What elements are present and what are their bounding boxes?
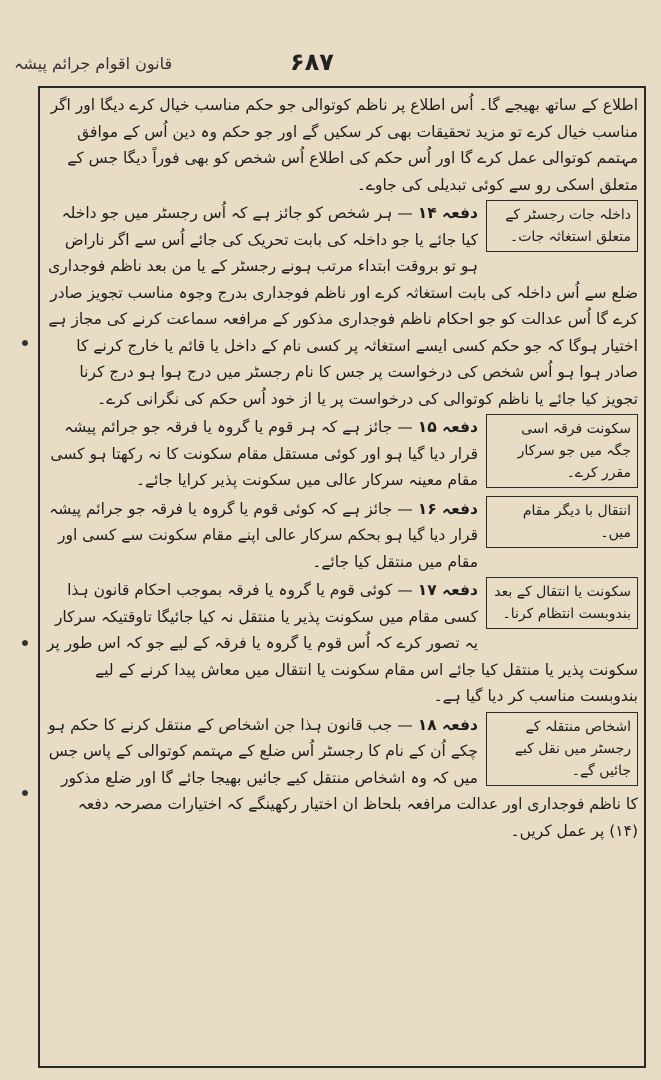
margin-note-sec17: سکونت یا انتقال کے بعد بندوبست انتظام کرنا۔ bbox=[486, 577, 638, 629]
paragraph-section-15: دفعہ ۱۵ — جائز ہے کہ ہر قوم یا گروہ یا فرقہ جو جرائم پیشہ قرار دیا گیا ہو اور کوئی مستقل مقام سکونت کا نہ رکھتا ہو کسی مقام معینہ سرکار عالی میں سکونت پذیر کرایا جائے۔ bbox=[50, 418, 478, 489]
paragraph-text: اطلاع کے ساتھ بھیجے گا۔ اُس اطلاع پر ناظم کوتوالی جو حکم مناسب خیال کرے دیگا اور اگر مناسب خیال کرے تو مزید تحقیقات بھی کر سکیں گے اور جو حکم وہ دین اُس کے موافق مہتمم کوتوالی عمل کرے گا اور اُس حکم کی اطلاع اُس شخص کو بھی فوراً دیگا جس کے متعلق اسکی رو سے کوئی تبدیلی کی جاوے۔ bbox=[50, 96, 638, 194]
section-heading: دفعہ ۱۸ bbox=[417, 715, 478, 734]
page-header bbox=[0, 38, 661, 78]
paragraph-text: جائز ہے کہ کوئی قوم یا گروہ یا فرقہ جو جرائم پیشہ قرار دیا گیا ہو بحکم سرکار عالی اپنے مقام سکونت سے کسی اور مقام میں منتقل کیا جائے۔ bbox=[49, 499, 478, 571]
paragraph-text: جائز ہے کہ ہر قوم یا گروہ یا فرقہ جو جرائم پیشہ قرار دیا گیا ہو اور کوئی مستقل مقام سکونت کا نہ رکھتا ہو کسی مقام معینہ سرکار عالی میں سکونت پذیر کرایا جائے۔ bbox=[50, 418, 478, 489]
paragraph-section-16: دفعہ ۱۶ — جائز ہے کہ کوئی قوم یا گروہ یا فرقہ جو جرائم پیشہ قرار دیا گیا ہو بحکم سرکار عالی اپنے مقام سکونت سے کسی اور مقام میں منتقل کیا جائے۔ bbox=[49, 499, 478, 571]
margin-note-sec14: داخلہ جات رجسٹر کے متعلق استغاثہ جات۔ bbox=[486, 200, 638, 252]
paragraph-section-17: دفعہ ۱۷ — کوئی قوم یا گروہ یا فرقہ بموجب احکام قانون ہذا کسی مقام میں سکونت پذیر یا منتقل نہ کیا جائیگا تاوقتیکہ سرکار یہ تصور کرے کہ اُس قوم یا گروہ یا فرقہ کے لیے جو کہ اس طور پر سکونت پذیر یا منتقل کیا جائے اس مقام سکونت یا انتقال میں معاش پیدا کرنے کے لیے بندوبست مناسب کر دیا گیا ہے۔ bbox=[46, 581, 638, 705]
paragraph-text: جب قانون ہذا جن اشخاص کے منتقل کرنے کا حکم ہو چکے اُن کے نام کا رجسٹر اُس ضلع کے مہتمم کوتوالی کے پاس جس میں کہ وہ اشخاص منتقل کیے جائیں بھیجا جائے گا اور ضلع مذکور کا ناظم فوجداری اور عدالت مرافعہ بلحاظ ان اختیار رکھینگے کہ اختیارات مصرحہ دفعہ (۱۴) پر عمل کریں۔ bbox=[48, 715, 638, 840]
margin-note-sec18: اشخاص منتقلہ کے رجسٹر میں نقل کیے جائیں گے۔ bbox=[486, 712, 638, 786]
section-heading: دفعہ ۱۶ bbox=[417, 499, 478, 518]
binding-hole-mark bbox=[22, 340, 28, 346]
document-body bbox=[46, 92, 638, 1062]
binding-hole-mark bbox=[22, 640, 28, 646]
paragraph-section-14: دفعہ ۱۴ — ہر شخص کو جائز ہے کہ اُس رجسٹر میں جو داخلہ کیا جائے یا جو داخلہ کی بابت تحریک کی جائے اُس سے اگر ناراض ہو تو بروقت ابتداء مرتب ہونے رجسٹر کے یا من بعد ناظم فوجداری ضلع سے اُس داخلہ کی بابت استغاثہ کرے اور ناظم فوجداری بدرج وجوہ مناسب تجویز صادر کرے گا اُس عدالت کو جو احکام ناظم فوجداری مذکور کے مرافعہ سماعت کرنے کی مجاز ہے اختیار ہوگا کہ جو حکم کسی ایسے استغاثہ پر کسی نام کے داخل یا قائم یا خارج کرنے کا صادر ہوا ہو اُس شخص کی درخواست پر جس کا نام رجسٹر میں درج ہوا ہو درج کرنا تجویز کیا جائے یا ناظم کوتوالی کی درخواست پر یا از خود اُس حکم کی نگرانی کرے۔ bbox=[48, 204, 638, 408]
running-title: قانون اقوام جرائم پیشہ bbox=[14, 54, 173, 73]
section-heading: دفعہ ۱۷ bbox=[417, 581, 478, 599]
paragraph-text: ہر شخص کو جائز ہے کہ اُس رجسٹر میں جو داخلہ کیا جائے یا جو داخلہ کی بابت تحریک کی جائے اُس سے اگر ناراض ہو تو بروقت ابتداء مرتب ہونے رجسٹر کے یا من بعد ناظم فوجداری ضلع سے اُس داخلہ کی بابت استغاثہ کرے اور ناظم فوجداری بدرج وجوہ مناسب تجویز صادر کرے گا اُس عدالت کو جو احکام ناظم فوجداری مذکور کے مرافعہ سماعت کرنے کی مجاز ہے اختیار ہوگا کہ جو حکم کسی ایسے استغاثہ پر کسی نام کے داخل یا قائم یا خارج کرنے کا صادر ہوا ہو اُس شخص کی درخواست پر جس کا نام رجسٹر میں درج ہوا ہو درج کرنا تجویز کیا جائے یا ناظم کوتوالی کی درخواست پر یا از خود اُس حکم کی نگرانی کرے۔ bbox=[48, 204, 638, 408]
section-heading: دفعہ ۱۵ bbox=[417, 418, 478, 436]
binding-hole-mark bbox=[22, 790, 28, 796]
section-heading: دفعہ ۱۴ bbox=[417, 204, 478, 222]
margin-note-sec15: سکونت فرقہ اسی جگہ میں جو سرکار مقرر کرے۔ bbox=[486, 414, 638, 488]
margin-note-sec16: انتقال با دیگر مقام میں۔ bbox=[486, 496, 638, 548]
paragraph-intro bbox=[46, 92, 638, 198]
paragraph-section-18: دفعہ ۱۸ — جب قانون ہذا جن اشخاص کے منتقل کرنے کا حکم ہو چکے اُن کے نام کا رجسٹر اُس ضلع کے مہتمم کوتوالی کے پاس جس میں کہ وہ اشخاص منتقل کیے جائیں بھیجا جائے گا اور ضلع مذکور کا ناظم فوجداری اور عدالت مرافعہ بلحاظ ان اختیار رکھینگے کہ اختیارات مصرحہ دفعہ (۱۴) پر عمل کریں۔ bbox=[48, 715, 638, 840]
paragraph-text: کوئی قوم یا گروہ یا فرقہ بموجب احکام قانون ہذا کسی مقام میں سکونت پذیر یا منتقل نہ کیا جائیگا تاوقتیکہ سرکار یہ تصور کرے کہ اُس قوم یا گروہ یا فرقہ کے لیے جو کہ اس طور پر سکونت پذیر یا منتقل کیا جائے اس مقام سکونت یا انتقال میں معاش پیدا کرنے کے لیے بندوبست مناسب کر دیا گیا ہے۔ bbox=[46, 581, 638, 705]
page-number: ۶۸۷ bbox=[290, 48, 334, 76]
